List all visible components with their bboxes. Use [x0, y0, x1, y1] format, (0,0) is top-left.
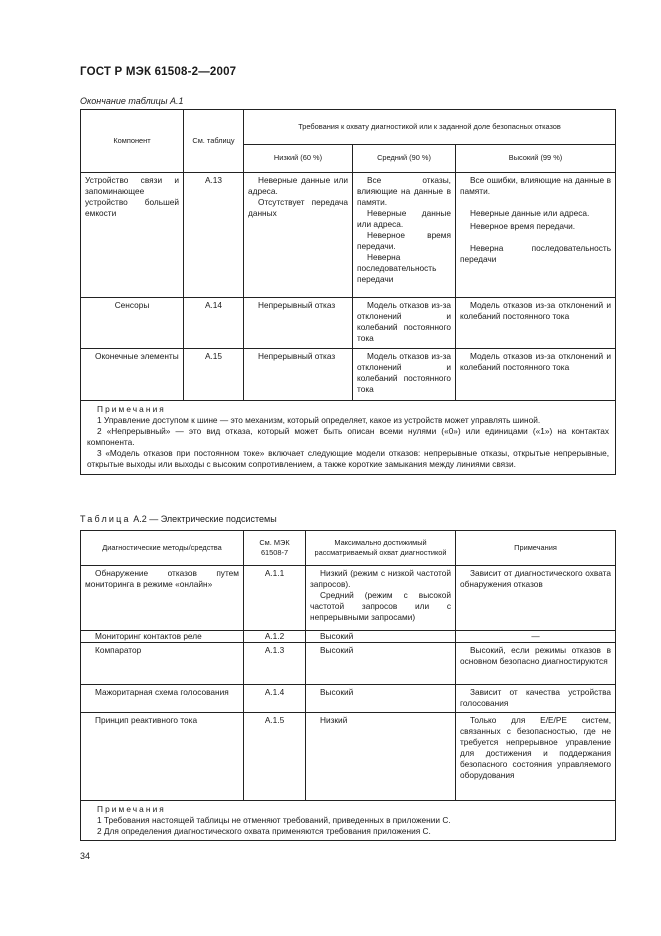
table-row: [81, 631, 616, 643]
cell-method: Компаратор: [81, 643, 244, 685]
cell-ref: А.1.4: [244, 685, 306, 713]
cell-medium: Модель отказов из-за отклонений и колебаний постоянного тока: [353, 349, 456, 401]
notes-row: [81, 401, 616, 475]
cell-high: Все ошибки, влияющие на данные в памяти. Неверные данные или адреса. Неверное время передачи. Неверна последовательность передачи: [456, 173, 616, 298]
table-row: [81, 643, 616, 685]
table-row: [81, 685, 616, 713]
cell-method: Мажоритарная схема голосования: [81, 685, 244, 713]
table-row: [81, 298, 616, 349]
cell-method: Мониторинг контактов реле: [81, 631, 244, 643]
table-a1: [80, 109, 616, 475]
th-medium: Средний (90 %): [353, 144, 456, 172]
notes-title: Примечания: [97, 404, 166, 414]
th-remarks: Примечания: [456, 531, 616, 566]
cell-remark: —: [456, 631, 616, 643]
cell-coverage: Высокий: [306, 643, 456, 685]
cell-ref: А.1.2: [244, 631, 306, 643]
note-item: 1 Требования настоящей таблицы не отменяют требований, приведенных в приложении С.: [97, 815, 451, 825]
th-method: Диагностические методы/средства: [81, 531, 244, 566]
cell-ref: А.1.1: [244, 566, 306, 631]
cell-ref: А.1.5: [244, 713, 306, 801]
table-row: [81, 349, 616, 401]
cell-low: Непрерывный отказ: [244, 298, 353, 349]
cell-high: Модель отказов из-за отклонений и колебаний постоянного тока: [456, 298, 616, 349]
cell-coverage: Низкий (режим с низкой частотой запросов). Средний (режим с высокой частотой запросов или с непрерывными запросами): [306, 566, 456, 631]
th-component: Компонент: [81, 110, 184, 173]
th-see: См. МЭК 61508-7: [244, 531, 306, 566]
th-coverage: Максимально достижимый рассматриваемый охват диагностикой: [306, 531, 456, 566]
table1-caption: Окончание таблицы А.1: [80, 96, 184, 106]
th-see-table: См. таблицу: [184, 110, 244, 173]
cell-remark: Зависит от качества устройства голосования: [456, 685, 616, 713]
note-item: 1 Управление доступом к шине — это механизм, который определяет, какое из устройств может управлять шиной.: [97, 415, 541, 425]
cell-remark: Высокий, если режимы отказов в основном безопасно диагностируются: [456, 643, 616, 685]
notes-title: Примечания: [97, 804, 166, 814]
table2-notes: [81, 801, 616, 841]
cell-remark: Только для E/E/PE систем, связанных с безопасностью, где не требуется непрерывное управление для достижения и поддержания безопасного состояния управляемого оборудования: [456, 713, 616, 801]
cell-component: Сенсоры: [81, 298, 184, 349]
cell-high: Модель отказов из-за отклонений и колебаний постоянного тока: [456, 349, 616, 401]
cell-coverage: Высокий: [306, 685, 456, 713]
note-item: 3 «Модель отказов при постоянном токе» включает следующие модели отказов: непрерывные отказы, открытые непрерывные, открытые выходы или выходы с высоким сопротивлением, а также короткие замыкания между линиями связи.: [87, 448, 610, 469]
cell-ref: А.1.3: [244, 643, 306, 685]
cell-low: Непрерывный отказ: [244, 349, 353, 401]
cell-coverage: Высокий: [306, 631, 456, 643]
cell-method: Обнаружение отказов путем мониторинга в режиме «онлайн»: [81, 566, 244, 631]
cell-ref: А.14: [184, 298, 244, 349]
cell-coverage: Низкий: [306, 713, 456, 801]
table1-notes: [81, 401, 616, 475]
cell-component: Оконечные элементы: [81, 349, 184, 401]
cell-method: Принцип реактивного тока: [81, 713, 244, 801]
table-row: [81, 713, 616, 801]
note-item: 2 «Непрерывный» — это вид отказа, который может быть описан всеми нулями («0») или единицами («1») на контактах компонента.: [87, 426, 610, 447]
cell-remark: Зависит от диагностического охвата обнаружения отказов: [456, 566, 616, 631]
th-low: Низкий (60 %): [244, 144, 353, 172]
note-item: 2 Для определения диагностического охвата применяются требования приложения С.: [97, 826, 431, 836]
cell-low: Неверные данные или адреса. Отсутствует передача данных: [244, 173, 353, 298]
table2-caption: Таблица А.2 — Электрические подсистемы: [80, 514, 277, 524]
cell-component: Устройство связи и запоминающее устройство большей емкости: [81, 173, 184, 298]
notes-row: [81, 801, 616, 841]
cell-ref: А.13: [184, 173, 244, 298]
th-high: Высокий (99 %): [456, 144, 616, 172]
table-row: [81, 173, 616, 298]
table-row: [81, 566, 616, 631]
page-header: ГОСТ Р МЭК 61508-2—2007: [80, 66, 237, 78]
page-number: 34: [80, 851, 91, 861]
cell-medium: Все отказы, влияющие на данные в памяти. Неверные данные или адреса. Неверное время передачи. Неверна последовательность передачи: [353, 173, 456, 298]
cell-medium: Модель отказов из-за отклонений и колебаний постоянного тока: [353, 298, 456, 349]
th-requirements: Требования к охвату диагностикой или к заданной доле безопасных отказов: [244, 110, 616, 145]
table-a2: [80, 530, 616, 841]
cell-ref: А.15: [184, 349, 244, 401]
